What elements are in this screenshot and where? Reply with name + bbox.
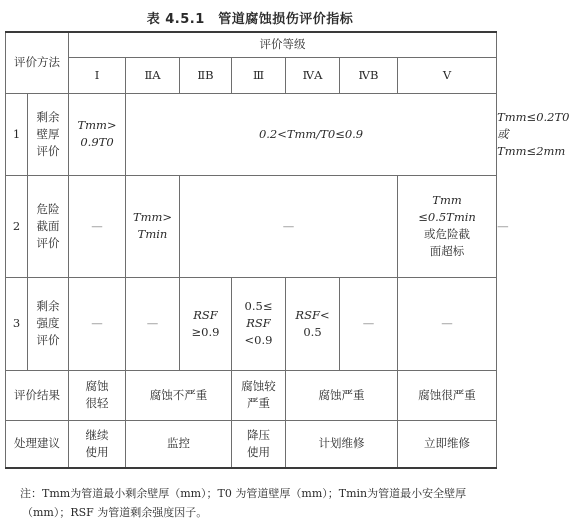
section-grade-2a: Tmm> Tmin	[126, 175, 180, 277]
row-number: 2	[6, 175, 28, 277]
strength-grade-1: —	[69, 277, 126, 370]
row-number: 3	[6, 277, 28, 370]
advice-grade-5: 立即维修	[398, 420, 497, 468]
evaluation-table: 评价方法 评价等级 Ⅰ ⅡA ⅡB Ⅲ ⅣA ⅣB Ⅴ 1 剩余 壁厚 评价 Tmm> 0.9T0 0.2<Tmm/T0≤0.9 Tmm≤0.2T0或 Tmm≤2mm 2 危险 截面 评价 — Tmm> Tmin — Tmm ≤0.5Tmin 或危险截 面超标 — 3 剩余 强度 评价 — — RSF ≥0.9 0.5≤ RSF <0.9 RSF< 0.5 — — 评价结果 腐蚀 很轻 腐蚀不严重 腐蚀较 严重 腐蚀严重 腐蚀很严重 处理建议 继续 使用 监控 降压 使用 计划维修 立即维修	[5, 31, 497, 469]
result-label: 评价结果	[6, 370, 69, 420]
advice-grade-4: 计划维修	[286, 420, 398, 468]
row-name: 危险 截面 评价	[28, 175, 69, 277]
row-number: 1	[6, 93, 28, 175]
result-grade-3: 腐蚀较 严重	[232, 370, 286, 420]
advice-label: 处理建议	[6, 420, 69, 468]
advice-grade-1: 继续 使用	[69, 420, 126, 468]
section-grade-4b: Tmm ≤0.5Tmin 或危险截 面超标	[398, 175, 497, 277]
strength-grade-4a: RSF< 0.5	[286, 277, 340, 370]
row-name: 剩余 强度 评价	[28, 277, 69, 370]
grade-2a: ⅡA	[126, 57, 180, 93]
grade-1: Ⅰ	[69, 57, 126, 93]
table-title: 表 4.5.1 管道腐蚀损伤评价指标	[146, 12, 354, 27]
section-grade-1: —	[69, 175, 126, 277]
advice-grade-3: 降压 使用	[232, 420, 286, 468]
grade-4a: ⅣA	[286, 57, 340, 93]
strength-grade-3: 0.5≤ RSF <0.9	[232, 277, 286, 370]
strength-grade-4b: —	[340, 277, 398, 370]
strength-grade-5: —	[398, 277, 497, 370]
table-note: 注：Tmm为管道最小剩余壁厚（mm）；T0 为管道壁厚（mm）；Tmin为管道最小安全壁厚（mm）；RSF 为管道剩余强度因子。	[20, 487, 467, 519]
grade-4b: ⅣB	[340, 57, 398, 93]
result-grade-1: 腐蚀 很轻	[69, 370, 126, 420]
grade-3: Ⅲ	[232, 57, 286, 93]
grade-5: Ⅴ	[398, 57, 497, 93]
header-grade: 评价等级	[69, 32, 497, 57]
strength-grade-2b: RSF ≥0.9	[180, 277, 232, 370]
strength-grade-2a: —	[126, 277, 180, 370]
header-method: 评价方法	[6, 32, 69, 93]
result-grade-4: 腐蚀严重	[286, 370, 398, 420]
row-name: 剩余 壁厚 评价	[28, 93, 69, 175]
grade-2b: ⅡB	[180, 57, 232, 93]
section-middle: —	[180, 175, 398, 277]
result-grade-5: 腐蚀很严重	[398, 370, 497, 420]
result-grade-2: 腐蚀不严重	[126, 370, 232, 420]
wall-thickness-grade-1: Tmm> 0.9T0	[69, 93, 126, 175]
wall-thickness-middle-range: 0.2<Tmm/T0≤0.9	[126, 93, 497, 175]
advice-grade-2: 监控	[126, 420, 232, 468]
